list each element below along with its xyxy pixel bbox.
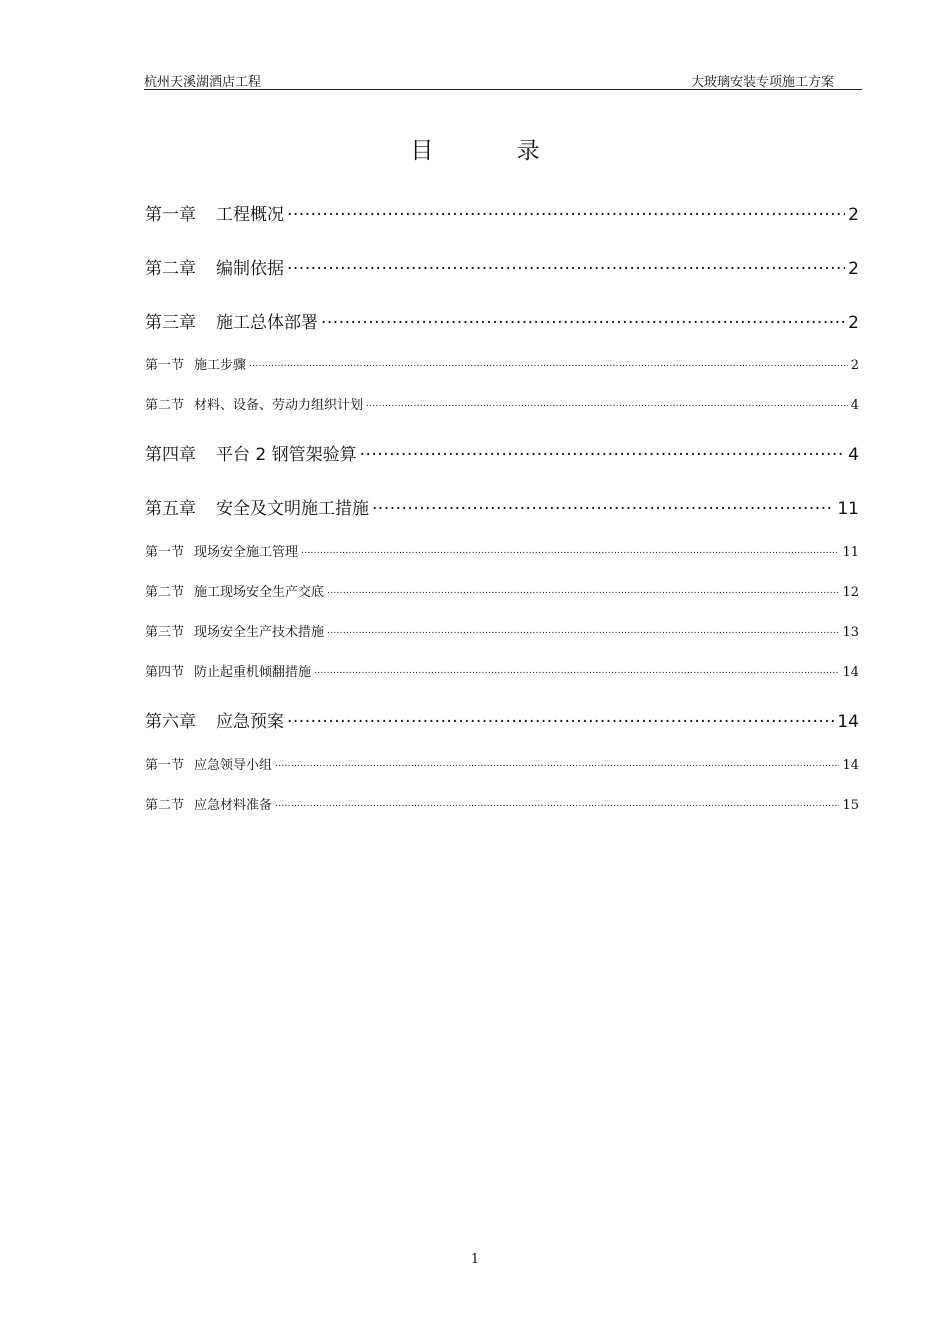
toc-leader-dots xyxy=(287,710,834,727)
toc-entry[interactable] xyxy=(145,707,859,732)
toc-entry-number: 第三章 xyxy=(145,313,196,333)
toc-entry-text: 工程概况 xyxy=(216,205,284,225)
toc-entry-text: 安全及文明施工措施 xyxy=(216,499,369,519)
toc-entry-number: 第二章 xyxy=(145,259,196,279)
toc-entry-text: 施工步骤 xyxy=(194,358,247,373)
toc-leader-dots xyxy=(314,663,839,676)
toc-entry-text: 编制依据 xyxy=(216,259,284,279)
page-number: 1 xyxy=(470,1252,480,1267)
toc-entry-number: 第六章 xyxy=(145,712,196,732)
toc-leader-dots xyxy=(249,356,848,369)
toc-leader-dots xyxy=(327,583,839,596)
toc-entry-page: 4 xyxy=(848,445,859,465)
toc-entry-number: 第二节 xyxy=(145,585,185,600)
toc-entry[interactable] xyxy=(145,621,859,640)
toc-leader-dots xyxy=(372,497,834,514)
toc-entry[interactable] xyxy=(145,354,859,373)
toc-entry-page: 11 xyxy=(842,545,859,560)
toc-entry[interactable] xyxy=(145,308,859,333)
toc-entry[interactable] xyxy=(145,494,859,519)
toc-leader-dots xyxy=(275,756,839,769)
toc-entry-number: 第五章 xyxy=(145,499,196,519)
toc-entry[interactable] xyxy=(145,661,859,680)
toc-entry-text: 平台 2 钢管架验算 xyxy=(216,445,357,465)
toc-entry-page: 4 xyxy=(850,398,859,413)
toc-entry[interactable] xyxy=(145,394,859,413)
toc-entry-number: 第二节 xyxy=(145,398,185,413)
toc-entry-text: 现场安全施工管理 xyxy=(194,545,299,560)
toc-leader-dots xyxy=(275,796,839,809)
page-header xyxy=(144,70,862,90)
toc-entry-number: 第三节 xyxy=(145,625,185,640)
toc-leader-dots xyxy=(287,203,845,220)
toc-entry[interactable] xyxy=(145,794,859,813)
toc-entry-number: 第一节 xyxy=(145,758,185,773)
toc-entry-page: 12 xyxy=(842,585,859,600)
toc-entry-text: 应急预案 xyxy=(216,712,284,732)
toc-leader-dots xyxy=(321,311,845,328)
toc-entry-page: 2 xyxy=(848,205,859,225)
toc-entry-page: 15 xyxy=(842,798,859,813)
toc-entry-page: 14 xyxy=(842,758,859,773)
page-footer xyxy=(0,1252,950,1267)
toc-entry[interactable] xyxy=(145,581,859,600)
toc-entry[interactable] xyxy=(145,754,859,773)
toc-entry-page: 13 xyxy=(842,625,859,640)
header-document-title: 大玻璃安装专项施工方案 xyxy=(690,75,834,90)
toc-entry-page: 14 xyxy=(837,712,859,732)
toc-entry-text: 防止起重机倾翻措施 xyxy=(194,665,312,680)
toc-entry-page: 2 xyxy=(848,259,859,279)
toc-entry-number: 第一节 xyxy=(145,545,185,560)
toc-entry-number: 第一节 xyxy=(145,358,185,373)
toc-entry-number: 第四章 xyxy=(145,445,196,465)
toc-entry-text: 施工现场安全生产交底 xyxy=(194,585,325,600)
toc-entry-text: 施工总体部署 xyxy=(216,313,318,333)
toc-entry-number: 第二节 xyxy=(145,798,185,813)
toc-entry-text: 应急领导小组 xyxy=(194,758,273,773)
toc-entry-text: 应急材料准备 xyxy=(194,798,273,813)
toc-entry-page: 2 xyxy=(848,313,859,333)
toc-leader-dots xyxy=(287,257,845,274)
toc-leader-dots xyxy=(366,396,848,409)
header-project-name: 杭州天溪湖酒店工程 xyxy=(144,75,262,90)
toc-entry[interactable] xyxy=(145,254,859,279)
toc-entry-number: 第一章 xyxy=(145,205,196,225)
toc-title: 目 录 xyxy=(410,138,578,164)
toc-leader-dots xyxy=(360,443,846,460)
toc-entry[interactable] xyxy=(145,541,859,560)
toc-entry[interactable] xyxy=(145,200,859,225)
toc-entry-page: 11 xyxy=(837,499,859,519)
toc-entry[interactable] xyxy=(145,440,859,465)
toc-leader-dots xyxy=(301,543,839,556)
toc-entry-text: 现场安全生产技术措施 xyxy=(194,625,325,640)
toc-entry-page: 2 xyxy=(850,358,859,373)
toc-entry-page: 14 xyxy=(842,665,859,680)
toc-entry-number: 第四节 xyxy=(145,665,185,680)
toc-leader-dots xyxy=(327,623,839,636)
toc-entry-text: 材料、设备、劳动力组织计划 xyxy=(194,398,364,413)
